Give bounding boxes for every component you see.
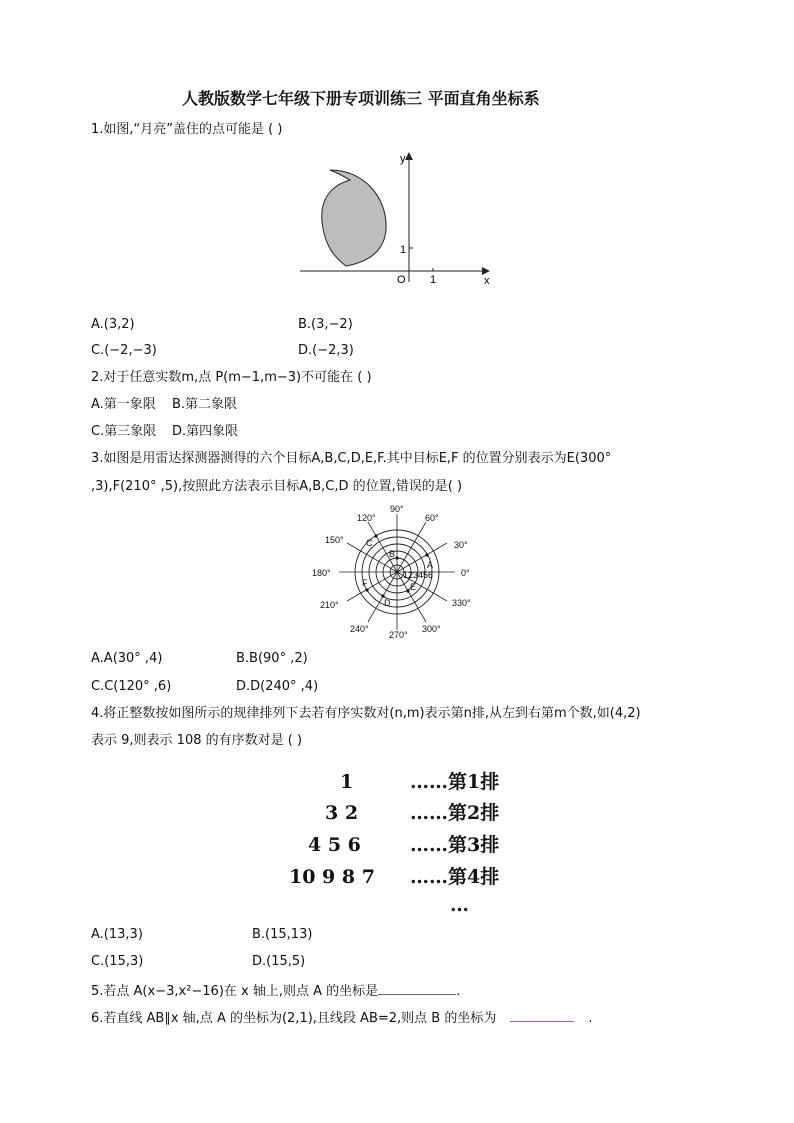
q1-stem: 1.如图,“月亮”盖住的点可能是 ( ) bbox=[91, 122, 283, 137]
q5-answer-blank[interactable] bbox=[378, 981, 456, 995]
triangle-row3-numbers: 4 5 6 bbox=[308, 834, 361, 856]
q1-option-c: C.(−2,−3) bbox=[91, 343, 157, 358]
q1-moon-figure bbox=[296, 150, 496, 290]
q4-option-a: A.(13,3) bbox=[91, 927, 143, 942]
q1-option-d: D.(−2,3) bbox=[298, 343, 354, 358]
moon-shape bbox=[322, 170, 386, 266]
q4-stem-line1: 4.将正整数按如图所示的规律排列下去若有序实数对(n,m)表示第n排,从左到右第m个数,如(4,2) bbox=[91, 706, 641, 721]
q5-suffix: . bbox=[456, 984, 461, 999]
angle-label-330: 330° bbox=[452, 598, 471, 608]
angle-label-0: 0° bbox=[461, 568, 470, 578]
q2-stem: 2.对于任意实数m,点 P(m−1,m−3)不可能在 ( ) bbox=[91, 370, 372, 385]
angle-label-240: 240° bbox=[350, 624, 369, 634]
triangle-row3-label: ……第3排 bbox=[410, 834, 500, 856]
q1-option-b: B.(3,−2) bbox=[298, 317, 353, 332]
triangle-row2-numbers: 3 2 bbox=[325, 802, 359, 824]
angle-label-300: 300° bbox=[422, 624, 441, 634]
ring-scale-label: 123456 bbox=[403, 570, 434, 580]
angle-label-90: 90° bbox=[390, 504, 404, 514]
y-tick-label: 1 bbox=[400, 244, 407, 256]
angle-label-180: 180° bbox=[312, 568, 331, 578]
q3-stem-line2: ,3),F(210° ,5),按照此方法表示目标A,B,C,D 的位置,错误的是( ) bbox=[91, 479, 463, 494]
angle-label-30: 30° bbox=[454, 540, 468, 550]
target-e-label: E bbox=[410, 582, 417, 592]
q3-radar-figure bbox=[308, 502, 488, 642]
triangle-row4-numbers: 10 9 8 7 bbox=[289, 866, 375, 888]
x-axis-label: x bbox=[484, 275, 490, 287]
triangle-row1-label: ……第1排 bbox=[410, 771, 500, 793]
q5-text: 5.若点 A(x−3,x²−16)在 x 轴上,则点 A 的坐标是 bbox=[91, 984, 379, 999]
q3-option-b: B.B(90° ,2) bbox=[236, 651, 308, 666]
x-tick-label: 1 bbox=[430, 274, 437, 286]
q4-option-c: C.(15,3) bbox=[91, 954, 144, 969]
triangle-ellipsis: … bbox=[450, 894, 469, 916]
origin-label: O bbox=[397, 274, 406, 286]
q6-text: 6.若直线 AB∥x 轴,点 A 的坐标为(2,1),且线段 AB=2,则点 B 的坐标为 bbox=[91, 1011, 497, 1026]
q3-stem-line1: 3.如图是用雷达探测器测得的六个目标A,B,C,D,E,F.其中目标E,F 的位置分别表示为E(300° bbox=[91, 451, 612, 466]
angle-label-120: 120° bbox=[357, 513, 376, 523]
q3-option-a: A.A(30° ,4) bbox=[91, 651, 163, 666]
q3-option-d: D.D(240° ,4) bbox=[236, 679, 319, 694]
q2-option-a: A.第一象限 bbox=[91, 397, 156, 412]
triangle-row4-label: ……第4排 bbox=[410, 866, 500, 888]
q4-option-b: B.(15,13) bbox=[252, 927, 313, 942]
q6-answer-blank[interactable] bbox=[510, 1008, 574, 1022]
triangle-row2-label: ……第2排 bbox=[410, 802, 500, 824]
q5-line bbox=[91, 981, 460, 1000]
target-d-label: D bbox=[384, 598, 391, 608]
angle-label-270: 270° bbox=[389, 630, 408, 640]
x-axis-arrow bbox=[482, 267, 490, 275]
angle-label-210: 210° bbox=[320, 600, 339, 610]
y-axis-label: y bbox=[400, 153, 406, 165]
q6-line bbox=[91, 1008, 592, 1027]
target-b-label: B bbox=[389, 549, 396, 559]
radar-rays bbox=[339, 514, 455, 630]
q2-option-d: D.第四象限 bbox=[172, 424, 239, 439]
q2-option-b: B.第二象限 bbox=[172, 397, 238, 412]
q3-option-c: C.C(120° ,6) bbox=[91, 679, 172, 694]
angle-label-150: 150° bbox=[325, 535, 344, 545]
q4-option-d: D.(15,5) bbox=[252, 954, 306, 969]
y-axis-arrow bbox=[405, 152, 413, 160]
triangle-row1-numbers: 1 bbox=[340, 771, 354, 793]
angle-label-60: 60° bbox=[425, 513, 439, 523]
target-a-label: A bbox=[427, 560, 434, 570]
q6-suffix: . bbox=[588, 1011, 593, 1026]
page-title: 人教版数学七年级下册专项训练三 平面直角坐标系 bbox=[182, 89, 540, 108]
q2-option-c: C.第三象限 bbox=[91, 424, 157, 439]
q1-option-a: A.(3,2) bbox=[91, 317, 135, 332]
q4-stem-line2: 表示 9,则表示 108 的有序数对是 ( ) bbox=[91, 733, 303, 748]
target-c-label: C bbox=[366, 538, 373, 548]
target-f-label: F bbox=[362, 578, 368, 588]
